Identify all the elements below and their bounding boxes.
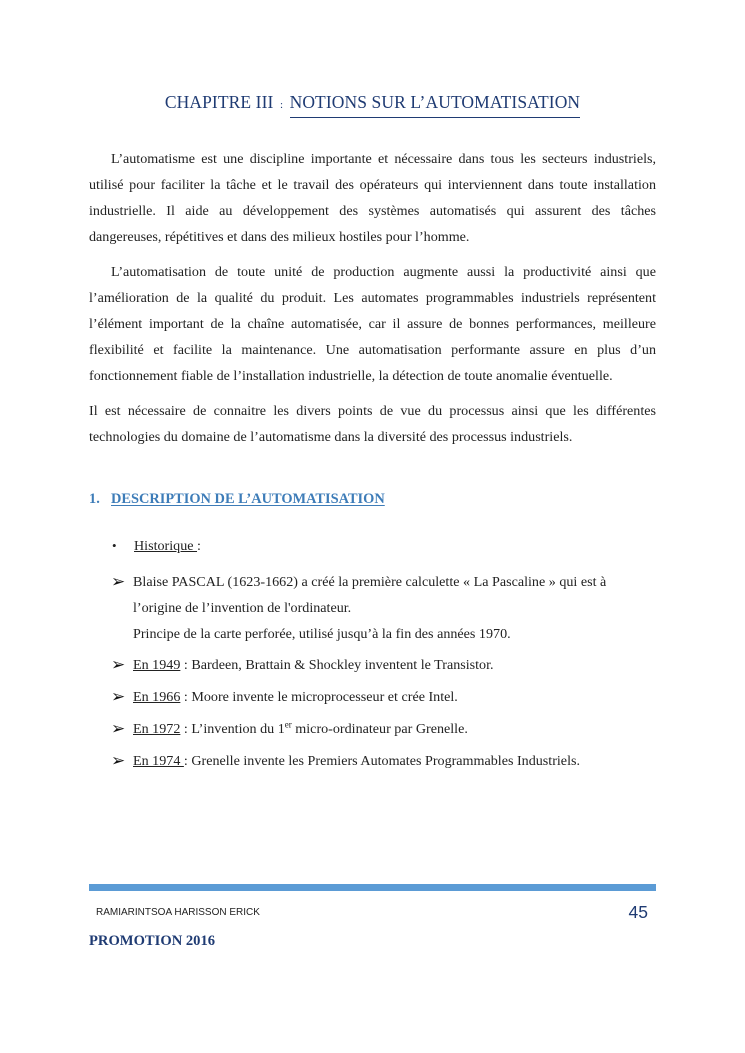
footer-divider bbox=[89, 884, 656, 891]
paragraph-viewpoints: Il est nécessaire de connaitre les divers points de vue du processus ainsi que les différentes technologies du domaine de l’automatisme dans la diversité des processus industriels. bbox=[89, 403, 656, 446]
event-date: En 1974 bbox=[133, 753, 184, 769]
paragraph-productivity: L’automatisation de toute unité de production augmente aussi la productivité ainsi que l’amélioration de la qualité du produit. Les automates programmables industriels représentent l’élément important de la chaîne automatisée, car il assure de bonnes performances, meilleure flexibilité et facilite la maintenance. Une automatisation performante assure en plus d’un fonctionnement fiable de l’installation industrielle, la détection de toute anomalie éventuelle. bbox=[89, 264, 656, 385]
historique-bullet bbox=[112, 538, 201, 555]
section-title: DESCRIPTION DE L’AUTOMATISATION bbox=[111, 491, 385, 507]
event-superscript: er bbox=[284, 719, 292, 730]
event-text-after: micro-ordinateur par Grenelle. bbox=[291, 721, 468, 737]
arrow-bullet-icon: ➢ bbox=[111, 687, 126, 706]
list-item bbox=[111, 684, 656, 710]
event-text: : Grenelle invente les Premiers Automates Programmables Industriels. bbox=[183, 753, 580, 769]
arrow-bullet-icon: ➢ bbox=[111, 751, 126, 770]
historique-colon: : bbox=[197, 538, 201, 554]
event-text: : Moore invente le microprocesseur et crée Intel. bbox=[180, 689, 458, 705]
chapter-separator: : bbox=[279, 99, 284, 111]
event-pascal-line2: l’origine de l’invention de l'ordinateur. bbox=[133, 600, 352, 617]
footer-author: RAMIARINTSOA HARISSON ERICK bbox=[96, 907, 260, 918]
chapter-prefix: CHAPITRE III bbox=[164, 92, 274, 112]
page-number: 45 bbox=[628, 902, 648, 922]
arrow-bullet-icon: ➢ bbox=[111, 719, 126, 738]
event-text: : Bardeen, Brattain & Shockley inventent le Transistor. bbox=[180, 657, 494, 673]
event-date: En 1949 bbox=[133, 657, 181, 673]
event-text-before: : L’invention du 1 bbox=[180, 721, 285, 737]
arrow-bullet-icon: ➢ bbox=[111, 655, 126, 674]
event-pascal-line3: Principe de la carte perforée, utilisé jusqu’à la fin des années 1970. bbox=[133, 626, 511, 643]
section-number: 1. bbox=[89, 491, 100, 507]
list-item bbox=[111, 569, 656, 647]
chapter-main-title: NOTIONS SUR L’AUTOMATISATION bbox=[290, 92, 581, 118]
event-date: En 1972 bbox=[133, 721, 181, 737]
footer-promotion: PROMOTION 2016 bbox=[89, 933, 216, 949]
bullet-dot-icon: • bbox=[112, 538, 117, 553]
event-pascal-line1: Blaise PASCAL (1623-1662) a créé la première calculette « La Pascaline » qui est à bbox=[133, 574, 607, 590]
arrow-bullet-icon: ➢ bbox=[111, 572, 126, 591]
event-date: En 1966 bbox=[133, 689, 181, 705]
list-item bbox=[111, 652, 656, 678]
historique-label: Historique bbox=[134, 538, 198, 554]
chapter-title bbox=[0, 92, 745, 113]
list-item bbox=[111, 716, 656, 742]
section-heading bbox=[89, 491, 385, 508]
list-item bbox=[111, 748, 656, 774]
paragraph-intro: L’automatisme est une discipline importante et nécessaire dans tous les secteurs industriels, utilisé pour faciliter la tâche et le travail des opérateurs qui interviennent dans toute installation industrielle. Il aide au développement des systèmes automatisés qui assurent des tâches dangereuses, répétitives et dans des milieux hostiles pour l’homme. bbox=[89, 151, 656, 246]
